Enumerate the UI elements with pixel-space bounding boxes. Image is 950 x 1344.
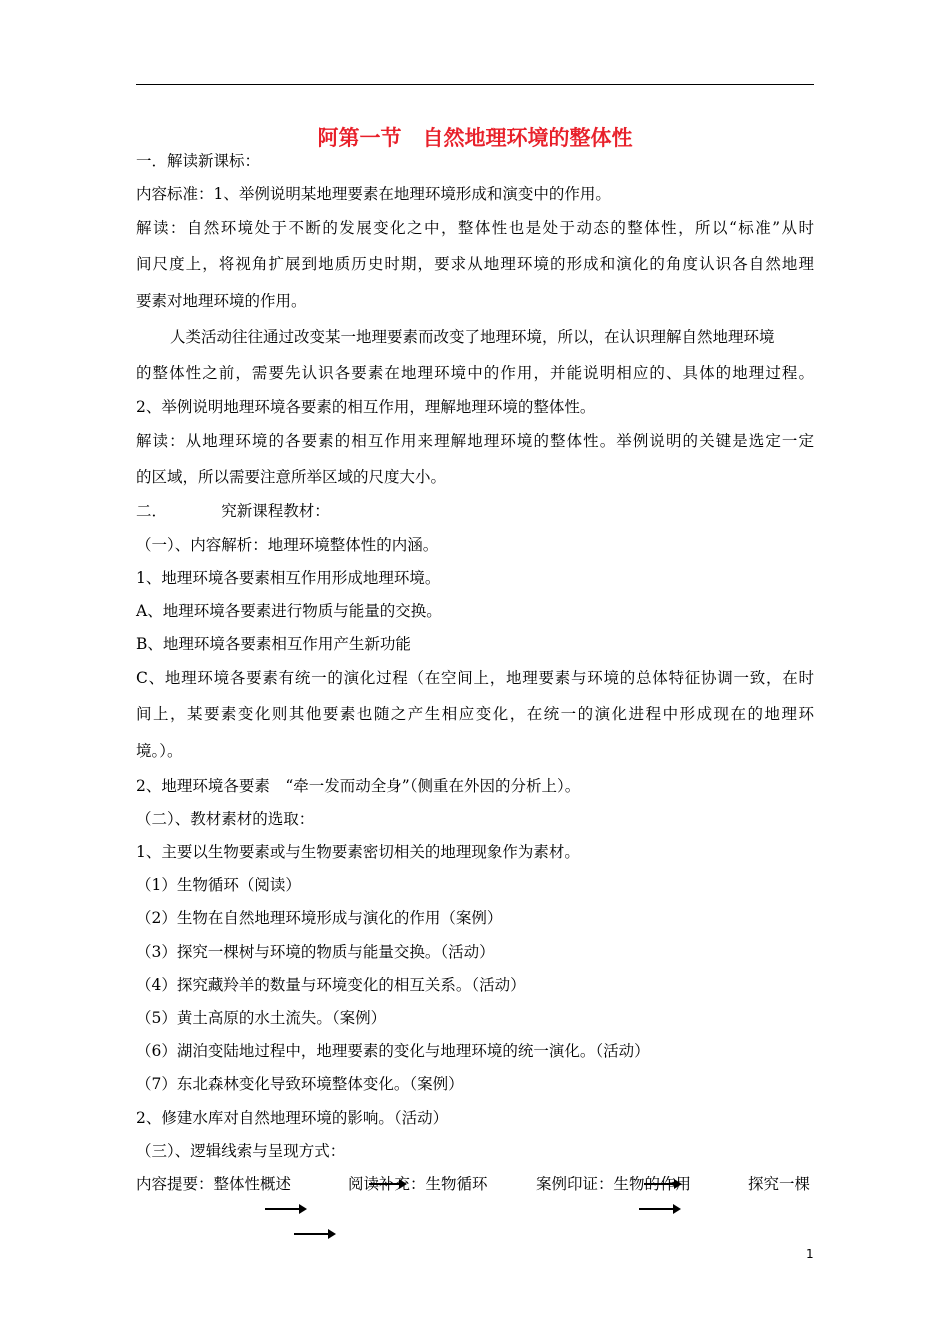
flow-item-overview: 内容提要：整体性概述: [136, 1175, 292, 1193]
list-item: （5）黄土高原的水土流失。（案例）: [136, 1009, 387, 1027]
paragraph-line: 解读：从地理环境的各要素的相互作用来理解地理环境的整体性。举例说明的关键是选定一定: [136, 432, 814, 450]
list-item: 间上，某要素变化则其他要素也随之产生相应变化，在统一的演化进程中形成现在的地理环: [136, 705, 814, 723]
flow-item-explore: 探究一棵: [748, 1175, 811, 1193]
arrow-right-icon: [369, 1183, 401, 1185]
list-item: C、地理环境各要素有统一的演化过程（在空间上，地理要素与环境的总体特征协调一致，在时: [136, 669, 814, 687]
list-item: 2、修建水库对自然地理环境的影响。（活动）: [136, 1109, 449, 1127]
flow-item-reading: 阅读补充：生物循环: [348, 1175, 488, 1193]
arrow-right-icon: [639, 1208, 675, 1210]
section-heading-2: 二． 究新课程教材：: [136, 502, 330, 520]
paragraph-line: 的区域，所以需要注意所举区域的尺度大小。: [136, 468, 447, 486]
list-item: （1）生物循环（阅读）: [136, 876, 301, 894]
header-rule: [136, 84, 814, 85]
list-item: 2、地理环境各要素 “牵一发而动全身”（侧重在外因的分析上）。: [136, 777, 581, 795]
list-item: 1、主要以生物要素或与生物要素密切相关的地理现象作为素材。: [136, 843, 580, 861]
arrow-right-icon: [265, 1208, 301, 1210]
flow-item-case: 案例印证：生物的作用: [536, 1175, 692, 1193]
list-item: 1、地理环境各要素相互作用形成地理环境。: [136, 569, 441, 587]
paragraph-line: 的整体性之前，需要先认识各要素在地理环境中的作用，并能说明相应的、具体的地理过程。: [136, 364, 814, 382]
list-item: A、地理环境各要素进行物质与能量的交换。: [136, 602, 442, 620]
section-heading-1: 一．解读新课标：: [136, 152, 261, 170]
list-item: （2）生物在自然地理环境形成与演化的作用（案例）: [136, 909, 503, 927]
subsection-heading: （三）、逻辑线索与呈现方式：: [136, 1142, 346, 1160]
paragraph-line: 内容标准：1、举例说明某地理要素在地理环境形成和演变中的作用。: [136, 185, 611, 203]
paragraph-line: 人类活动往往通过改变某一地理要素而改变了地理环境，所以，在认识理解自然地理环境: [170, 328, 775, 346]
list-item: B、地理环境各要素相互作用产生新功能: [136, 635, 411, 653]
arrow-right-icon: [294, 1233, 330, 1235]
list-item: （4）探究藏羚羊的数量与环境变化的相互关系。（活动）: [136, 976, 526, 994]
paragraph-line: 解读：自然环境处于不断的发展变化之中，整体性也是处于动态的整体性，所以“标准”从时: [136, 219, 814, 237]
paragraph-line: 间尺度上，将视角扩展到地质历史时期，要求从地理环境的形成和演化的角度认识各自然地理: [136, 255, 814, 273]
subsection-heading: （一）、内容解析：地理环境整体性的内涵。: [136, 536, 439, 554]
list-item: （3）探究一棵树与环境的物质与能量交换。（活动）: [136, 943, 495, 961]
list-item: （7）东北森林变化导致环境整体变化。（案例）: [136, 1075, 464, 1093]
page-title: 阿第一节 自然地理环境的整体性: [317, 126, 633, 150]
list-item: （6）湖泊变陆地过程中，地理要素的变化与地理环境的统一演化。（活动）: [136, 1042, 650, 1060]
page-number: 1: [806, 1247, 814, 1261]
paragraph-line: 2、举例说明地理环境各要素的相互作用，理解地理环境的整体性。: [136, 398, 596, 416]
list-item: 境。）。: [136, 742, 183, 760]
subsection-heading: （二）、教材素材的选取：: [136, 810, 315, 828]
arrow-right-icon: [644, 1183, 676, 1185]
paragraph-line: 要素对地理环境的作用。: [136, 292, 307, 310]
